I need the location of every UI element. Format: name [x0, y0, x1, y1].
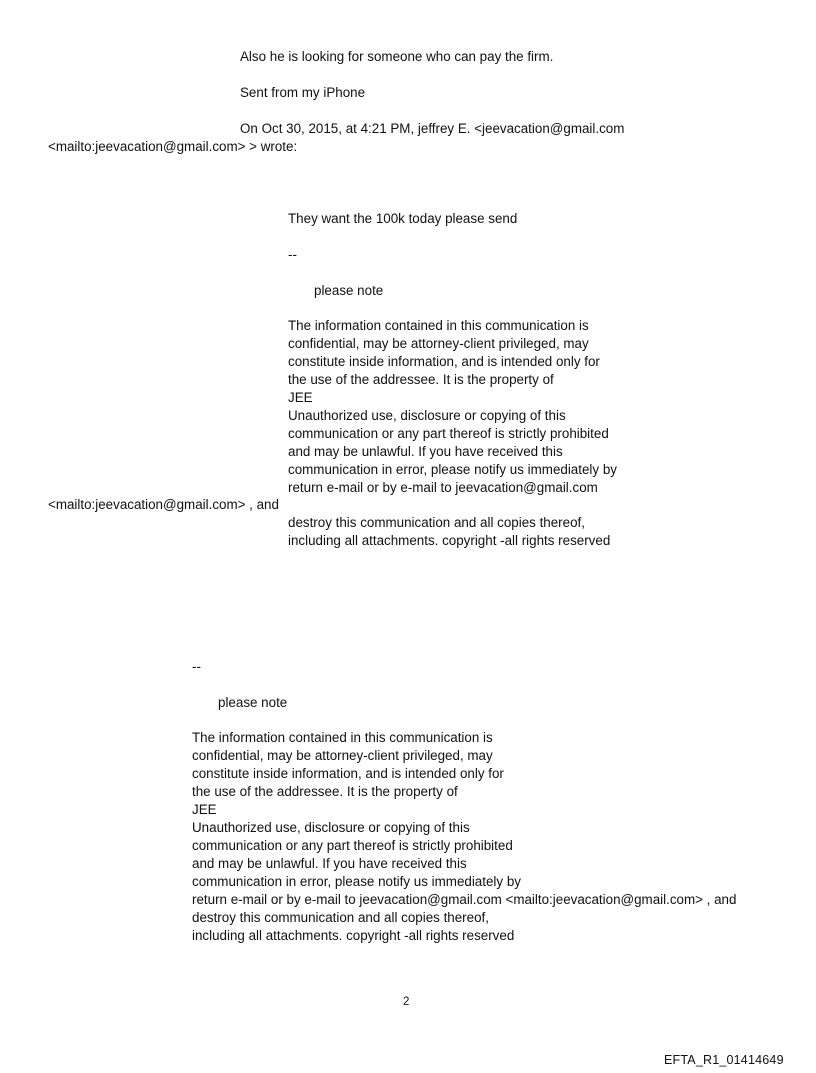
sent-from-line: Sent from my iPhone — [240, 85, 366, 100]
disclaimer-line: and may be unlawful. If you have received this — [288, 444, 563, 459]
disclaimer-line: including all attachments. copyright -all rights reserved — [288, 533, 611, 548]
disclaimer-line: the use of the addressee. It is the property of — [288, 372, 554, 387]
outer-disclaimer — [192, 729, 736, 945]
quoted-please-note: please note — [314, 283, 384, 298]
quoted-disclaimer — [288, 317, 617, 497]
email-body-line: Also he is looking for someone who can pay the firm. — [240, 49, 554, 64]
disclaimer-line: constitute inside information, and is intended only for — [192, 766, 504, 781]
page-number: 2 — [403, 996, 410, 1008]
disclaimer-line: return e-mail or by e-mail to jeevacation@gmail.com <mailto:jeevacation@gmail.com> , and — [192, 892, 737, 907]
disclaimer-line: and may be unlawful. If you have received this — [192, 856, 467, 871]
disclaimer-line: destroy this communication and all copies thereof, — [192, 910, 489, 925]
quoted-disclaimer-tail — [288, 514, 610, 550]
quote-header-line-2: <mailto:jeevacation@gmail.com> > wrote: — [48, 139, 298, 154]
disclaimer-line: The information contained in this communication is — [288, 318, 589, 333]
quoted-mailto-and: <mailto:jeevacation@gmail.com> , and — [48, 497, 279, 512]
quoted-signature-dash: -- — [288, 247, 297, 262]
document-id: EFTA_R1_01414649 — [664, 1053, 784, 1067]
disclaimer-line: communication or any part thereof is strictly prohibited — [288, 426, 609, 441]
quote-header-line-1: On Oct 30, 2015, at 4:21 PM, jeffrey E. <jeevacation@gmail.com — [240, 121, 625, 136]
disclaimer-line: confidential, may be attorney-client privileged, may — [192, 748, 493, 763]
disclaimer-line: The information contained in this communication is — [192, 730, 493, 745]
disclaimer-line: the use of the addressee. It is the property of — [192, 784, 458, 799]
disclaimer-line: Unauthorized use, disclosure or copying of this — [192, 820, 470, 835]
disclaimer-line: return e-mail or by e-mail to jeevacation@gmail.com — [288, 480, 598, 495]
outer-please-note: please note — [218, 695, 288, 710]
disclaimer-line: Unauthorized use, disclosure or copying of this — [288, 408, 566, 423]
disclaimer-line: communication in error, please notify us immediately by — [288, 462, 617, 477]
disclaimer-line: confidential, may be attorney-client privileged, may — [288, 336, 589, 351]
disclaimer-line: including all attachments. copyright -all rights reserved — [192, 928, 515, 943]
outer-signature-dash: -- — [192, 659, 201, 674]
disclaimer-line: JEE — [192, 802, 217, 817]
disclaimer-line: JEE — [288, 390, 313, 405]
disclaimer-line: constitute inside information, and is intended only for — [288, 354, 600, 369]
quoted-message: They want the 100k today please send — [288, 211, 518, 226]
disclaimer-line: destroy this communication and all copies thereof, — [288, 515, 585, 530]
disclaimer-line: communication or any part thereof is strictly prohibited — [192, 838, 513, 853]
disclaimer-line: communication in error, please notify us immediately by — [192, 874, 521, 889]
